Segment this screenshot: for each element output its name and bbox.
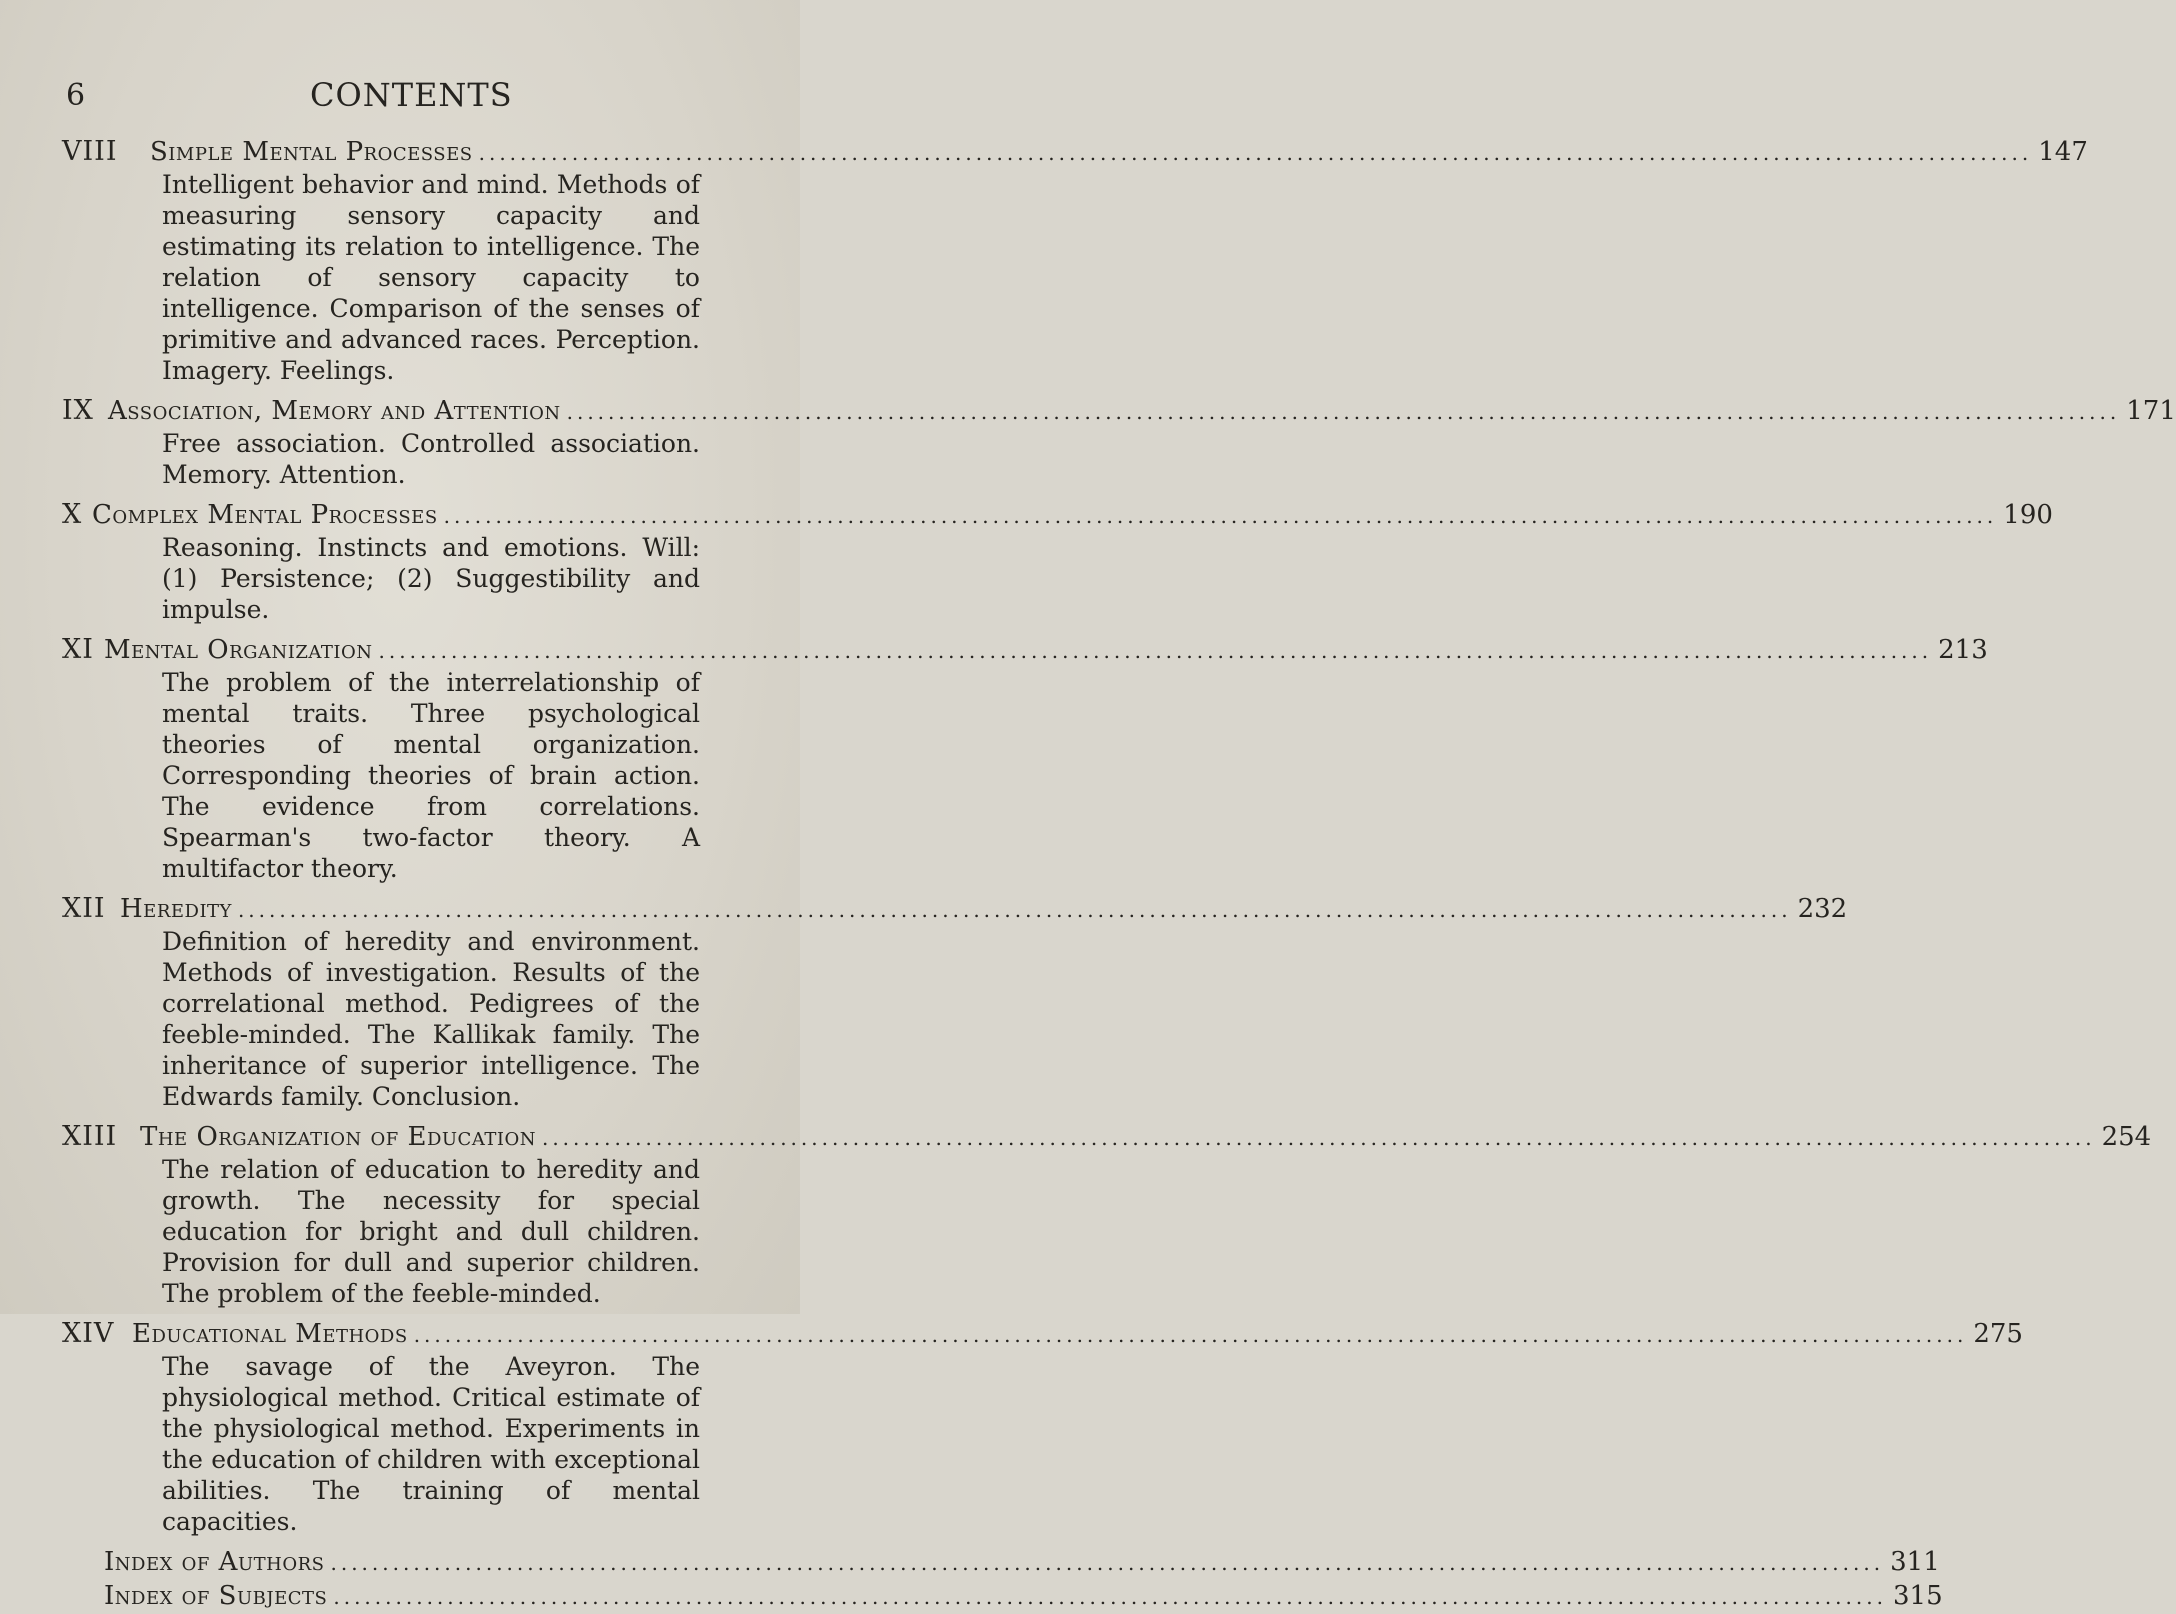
toc-entry-ix xyxy=(0,394,2176,490)
chapter-summary: Reasoning. Instincts and emotions. Will: (1) Persistence; (2) Suggestibility and impulse. xyxy=(162,533,700,624)
dot-leader xyxy=(414,1318,1968,1352)
chapter-page: 232 xyxy=(1797,894,1848,924)
dot-leader xyxy=(333,1580,1887,1614)
toc-entry-x xyxy=(0,498,2053,625)
chapter-page: 171 xyxy=(2126,396,2176,426)
chapter-title: The Organization of Education xyxy=(140,1122,536,1152)
chapter-title: Complex Mental Processes xyxy=(92,500,438,530)
chapter-title: Simple Mental Processes xyxy=(150,137,473,167)
chapter-numeral: XII xyxy=(62,893,106,924)
chapter-title: Heredity xyxy=(120,894,232,924)
dot-leader xyxy=(542,1121,2096,1155)
chapter-summary: The problem of the interrelationship of mental traits. Three psychological theories of mental organization. Corresponding theories of brain action. The evidence from correlations. Spearman's two-factor theory. A multifactor theory. xyxy=(162,668,700,883)
chapter-numeral: VIII xyxy=(62,136,118,167)
toc-entry-xii xyxy=(0,892,1848,1112)
chapter-numeral: XI xyxy=(62,634,94,665)
toc-entry-xi xyxy=(0,633,1988,884)
dot-leader xyxy=(330,1546,1884,1580)
dot-leader xyxy=(479,136,2033,170)
chapter-summary: Definition of heredity and environment. Methods of investigation. Results of the correlational method. Pedigrees of the feeble-minded. The Kallikak family. The inheritance of superior intelligence. The Edwards family. Conclusion. xyxy=(162,927,700,1111)
toc-entry-viii xyxy=(0,135,2088,386)
chapter-page: 213 xyxy=(1938,635,1988,665)
chapter-title: Association, Memory and Attention xyxy=(108,396,561,426)
chapter-numeral: X xyxy=(62,499,83,530)
dot-leader xyxy=(379,634,1933,668)
chapter-title: Educational Methods xyxy=(132,1319,408,1349)
chapter-page: 147 xyxy=(2038,137,2088,167)
chapter-page: 275 xyxy=(1973,1319,2023,1349)
index-page: 315 xyxy=(1892,1581,1943,1611)
chapter-summary: The relation of education to heredity and growth. The necessity for special education for bright and dull children. Provision for dull and superior children. The problem of the feeble-minded. xyxy=(162,1155,700,1308)
chapter-page: 254 xyxy=(2101,1122,2152,1152)
index-title: Index of Subjects xyxy=(104,1581,328,1611)
dot-leader xyxy=(444,499,1998,533)
table-of-contents xyxy=(0,135,2176,1613)
index-title: Index of Authors xyxy=(104,1547,325,1577)
chapter-summary: Intelligent behavior and mind. Methods of measuring sensory capacity and estimating its relation to intelligence. The relation of sensory capacity to intelligence. Comparison of the senses of primitive and advanced races. Perception. Imagery. Feelings. xyxy=(162,170,700,385)
page-number: 6 xyxy=(66,78,86,113)
dot-leader xyxy=(238,893,1792,927)
chapter-page: 190 xyxy=(2003,500,2053,530)
chapter-summary: The savage of the Aveyron. The physiological method. Critical estimate of the physiological method. Experiments in the education of children with exceptional abilities. The training of mental capacities. xyxy=(162,1352,700,1536)
chapter-numeral: XIV xyxy=(62,1318,115,1349)
toc-entry-index-subjects xyxy=(0,1579,1943,1613)
running-head: CONTENTS xyxy=(310,76,513,114)
chapter-numeral: XIII xyxy=(62,1121,118,1152)
toc-entry-xiv xyxy=(0,1317,2023,1537)
chapter-summary: Free association. Controlled association. Memory. Attention. xyxy=(162,429,700,489)
chapter-numeral: IX xyxy=(62,395,94,426)
toc-entry-xiii xyxy=(0,1120,2152,1309)
chapter-title: Mental Organization xyxy=(104,635,373,665)
dot-leader xyxy=(567,395,2121,429)
index-page: 311 xyxy=(1890,1547,1940,1577)
toc-entry-index-authors xyxy=(0,1545,1940,1579)
